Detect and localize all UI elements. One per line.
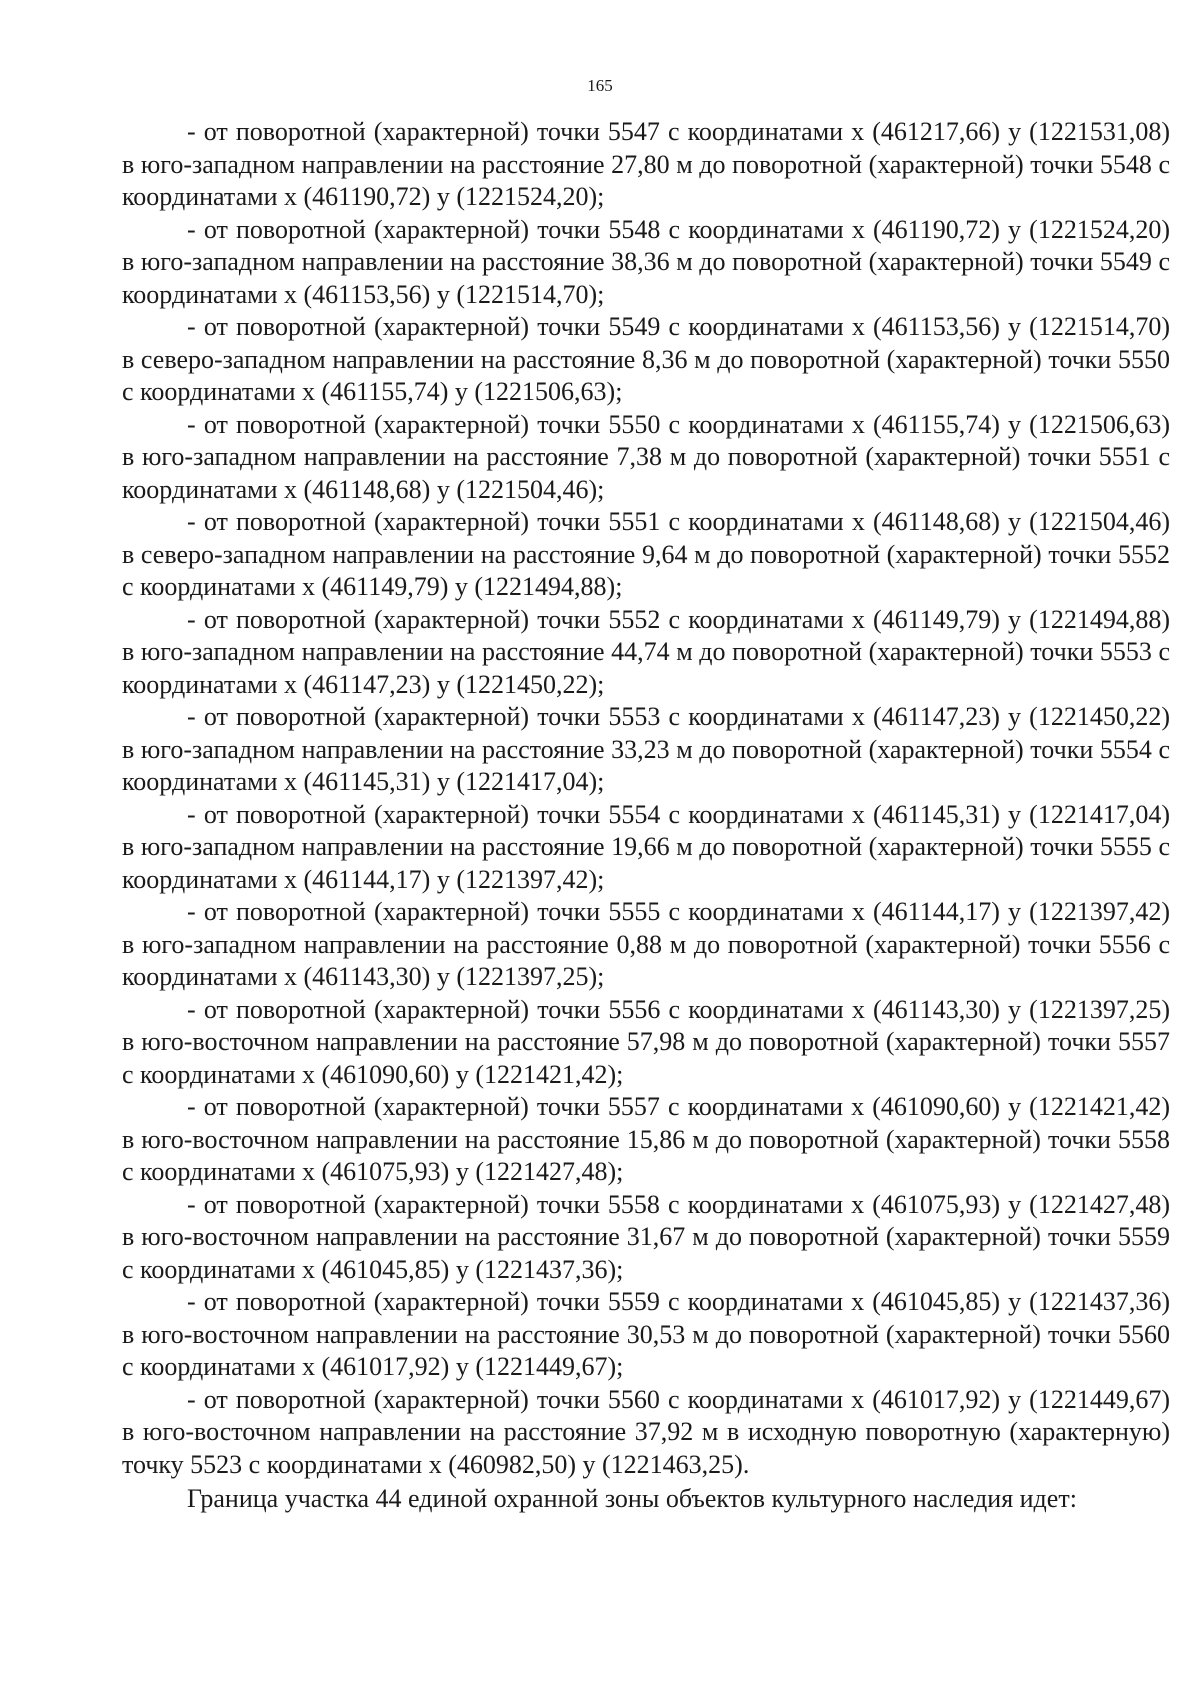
boundary-segment-5559-5560: - от поворотной (характерной) точки 5559 с координатами х (461045,85) у (1221437,36) в юго-восточном направлении на расстояние 30,53 м до поворотной (характерной) точки 5560 с координатами х (461017,92) у (1221449,67); — [122, 1287, 1170, 1381]
boundary-segment-5558-5559: - от поворотной (характерной) точки 5558 с координатами х (461075,93) у (1221427,48) в юго-восточном направлении на расстояние 31,67 м до поворотной (характерной) точки 5559 с координатами х (461045,85) у (1221437,36); — [122, 1189, 1170, 1284]
boundary-segment-5556-5557: - от поворотной (характерной) точки 5556 с координатами х (461143,30) у (1221397,25) в юго-восточном направлении на расстояние 57,98 м до поворотной (характерной) точки 5557 с координатами х (461090,60) у (1221421,42); — [122, 994, 1170, 1089]
boundary-segment-5547-5548: - от поворотной (характерной) точки 5547 с координатами х (461217,66) у (1221531,08) в юго-западном направлении на расстояние 27,80 м до поворотной (характерной) точки 5548 с координатами х (461190,72) у (1221524,20); — [122, 117, 1170, 211]
boundary-segment-5557-5558: - от поворотной (характерной) точки 5557 с координатами х (461090,60) у (1221421,42) в юго-восточном направлении на расстояние 15,86 м до поворотной (характерной) точки 5558 с координатами х (461075,93) у (1221427,48); — [122, 1092, 1170, 1186]
boundary-segment-5554-5555: - от поворотной (характерной) точки 5554 с координатами х (461145,31) у (1221417,04) в юго-западном направлении на расстояние 19,66 м до поворотной (характерной) точки 5555 с координатами х (461144,17) у (1221397,42); — [122, 799, 1170, 894]
document-body — [122, 116, 1170, 1516]
page-number: 165 — [587, 76, 613, 95]
boundary-segment-5560-5523: - от поворотной (характерной) точки 5560 с координатами х (461017,92) у (1221449,67) в юго-восточном направлении на расстояние 37,92 м в исходную поворотную (характерную) точку 5523 с координатами х (460982,50) у (1221463,25). — [122, 1384, 1170, 1479]
boundary-segment-5550-5551: - от поворотной (характерной) точки 5550 с координатами х (461155,74) у (1221506,63) в юго-западном направлении на расстояние 7,38 м до поворотной (характерной) точки 5551 с координатами х (461148,68) у (1221504,46); — [122, 409, 1170, 504]
boundary-segment-5555-5556: - от поворотной (характерной) точки 5555 с координатами х (461144,17) у (1221397,42) в юго-западном направлении на расстояние 0,88 м до поворотной (характерной) точки 5556 с координатами х (461143,30) у (1221397,25); — [122, 897, 1170, 991]
boundary-segment-5551-5552: - от поворотной (характерной) точки 5551 с координатами х (461148,68) у (1221504,46) в северо-западном направлении на расстояние 9,64 м до поворотной (характерной) точки 5552 с координатами х (461149,79) у (1221494,88); — [122, 507, 1170, 601]
boundary-segment-5548-5549: - от поворотной (характерной) точки 5548 с координатами х (461190,72) у (1221524,20) в юго-западном направлении на расстояние 38,36 м до поворотной (характерной) точки 5549 с координатами х (461153,56) у (1221514,70); — [122, 214, 1170, 309]
boundary-segment-5553-5554: - от поворотной (характерной) точки 5553 с координатами х (461147,23) у (1221450,22) в юго-западном направлении на расстояние 33,23 м до поворотной (характерной) точки 5554 с координатами х (461145,31) у (1221417,04); — [122, 702, 1170, 796]
boundary-segment-5549-5550: - от поворотной (характерной) точки 5549 с координатами х (461153,56) у (1221514,70) в северо-западном направлении на расстояние 8,36 м до поворотной (характерной) точки 5550 с координатами х (461155,74) у (1221506,63); — [122, 312, 1170, 406]
section-intro-plot-44: Граница участка 44 единой охранной зоны объектов культурного наследия идет: — [187, 1484, 1077, 1513]
boundary-segment-5552-5553: - от поворотной (характерной) точки 5552 с координатами х (461149,79) у (1221494,88) в юго-западном направлении на расстояние 44,74 м до поворотной (характерной) точки 5553 с координатами х (461147,23) у (1221450,22); — [122, 604, 1170, 699]
